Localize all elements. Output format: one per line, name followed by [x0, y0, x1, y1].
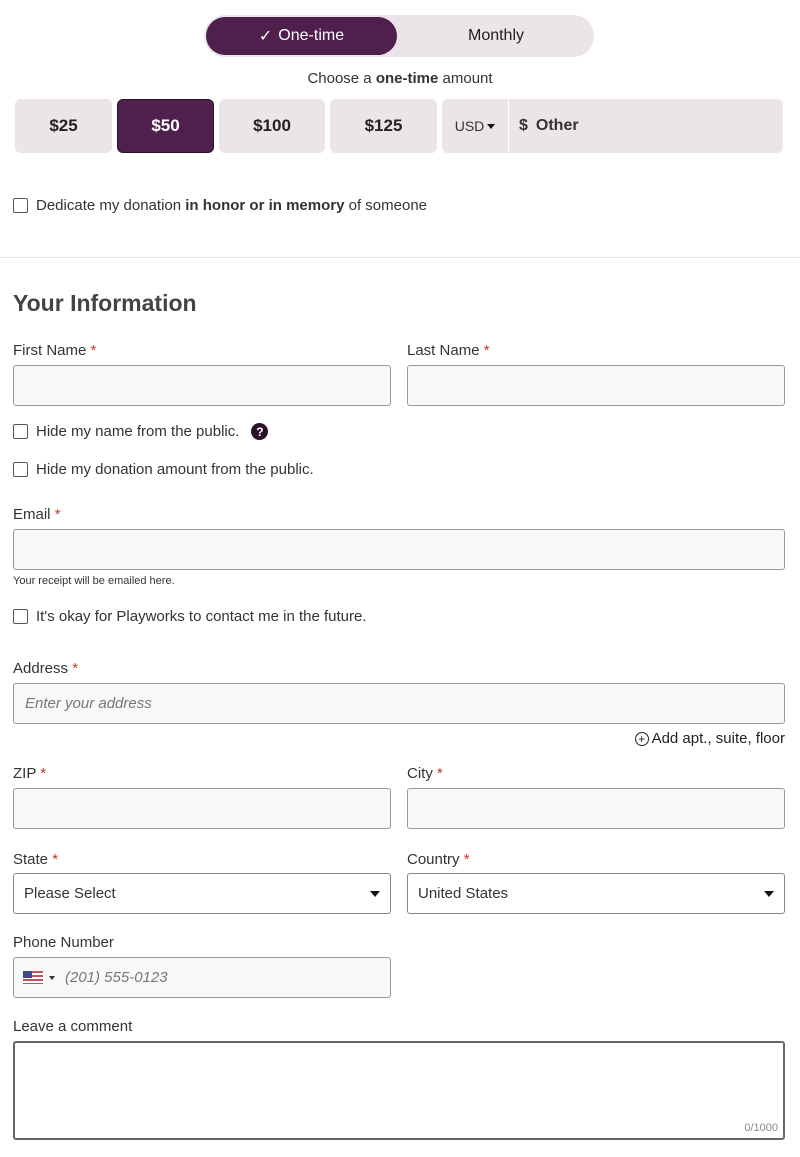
comment-char-count: 0/1000 [744, 1122, 778, 1134]
add-apt-link[interactable] [635, 730, 785, 747]
other-placeholder: Other [535, 117, 579, 134]
state-label [13, 851, 58, 868]
other-amount-group [442, 99, 783, 153]
caret-down-icon [764, 891, 774, 897]
first-name-text: First Name [13, 342, 87, 359]
hide-name-row[interactable] [13, 423, 268, 440]
dedicate-pre: Dedicate my donation [36, 197, 186, 214]
caret-down-icon[interactable] [49, 976, 55, 980]
monthly-tab[interactable]: Monthly [467, 27, 525, 44]
required-mark: * [437, 765, 443, 782]
state-select[interactable] [13, 873, 391, 914]
state-text: State [13, 851, 49, 868]
required-mark: * [54, 506, 61, 523]
amount-125-button[interactable]: $125 [330, 99, 437, 153]
hide-amount-label: Hide my donation amount from the public. [36, 461, 314, 478]
address-label [13, 660, 78, 677]
address-input[interactable] [13, 683, 785, 724]
required-mark: * [463, 851, 470, 868]
contact-label: It's okay for Playworks to contact me in the future. [36, 608, 367, 625]
one-time-tab[interactable] [206, 17, 397, 55]
zip-input[interactable] [13, 788, 391, 829]
plus-circle-icon: + [635, 732, 649, 746]
phone-label: Phone Number [13, 934, 114, 951]
country-select[interactable] [407, 873, 785, 914]
other-amount-input[interactable] [509, 117, 783, 135]
choose-amount-heading [0, 70, 800, 87]
zip-text: ZIP [13, 765, 37, 782]
last-name-text: Last Name [407, 342, 480, 359]
city-label [407, 765, 443, 782]
phone-input[interactable] [13, 957, 391, 998]
currency-label: USD [454, 118, 485, 134]
check-icon: ✓ [258, 28, 273, 45]
state-value: Please Select [24, 885, 116, 902]
city-input[interactable] [407, 788, 785, 829]
email-label [13, 506, 61, 523]
comment-label: Leave a comment [13, 1018, 133, 1035]
dedicate-post: of someone [344, 197, 428, 214]
phone-placeholder: (201) 555-0123 [65, 969, 168, 986]
email-input[interactable] [13, 529, 785, 570]
address-placeholder: Enter your address [25, 695, 152, 712]
required-mark: * [40, 765, 47, 782]
section-title: Your Information [13, 290, 197, 316]
required-mark: * [52, 851, 59, 868]
city-text: City [407, 765, 433, 782]
dedicate-checkbox[interactable] [13, 198, 28, 213]
hide-amount-checkbox[interactable] [13, 462, 28, 477]
choose-bold: one-time [375, 70, 439, 87]
dedicate-label [36, 197, 427, 214]
country-label [407, 851, 470, 868]
us-flag-icon[interactable] [23, 971, 43, 984]
required-mark: * [90, 342, 97, 359]
caret-down-icon [370, 891, 380, 897]
choose-post: amount [438, 70, 493, 87]
help-icon[interactable]: ? [251, 423, 268, 440]
required-mark: * [72, 660, 79, 677]
last-name-input[interactable] [407, 365, 785, 406]
caret-down-icon [487, 124, 495, 129]
amount-100-button[interactable]: $100 [219, 99, 325, 153]
country-text: Country [407, 851, 460, 868]
dedicate-checkbox-row[interactable] [13, 197, 427, 214]
first-name-label [13, 342, 96, 359]
address-text: Address [13, 660, 69, 677]
currency-select[interactable] [442, 99, 509, 153]
hide-amount-row[interactable] [13, 461, 314, 478]
divider [0, 257, 800, 258]
last-name-label [407, 342, 490, 359]
required-mark: * [483, 342, 490, 359]
comment-textarea[interactable] [13, 1041, 785, 1140]
dollar-icon: $ [519, 117, 528, 134]
one-time-label: One-time [278, 27, 345, 44]
contact-checkbox[interactable] [13, 609, 28, 624]
country-value: United States [418, 885, 509, 902]
amount-50-button[interactable]: $50 [117, 99, 214, 153]
email-text: Email [13, 506, 51, 523]
hide-name-checkbox[interactable] [13, 424, 28, 439]
zip-label [13, 765, 46, 782]
email-help-text: Your receipt will be emailed here. [13, 575, 175, 587]
amount-25-button[interactable]: $25 [15, 99, 112, 153]
choose-pre: Choose a [307, 70, 376, 87]
hide-name-label: Hide my name from the public. [36, 423, 240, 440]
dedicate-bold: in honor or in memory [185, 197, 345, 214]
add-apt-label: Add apt., suite, floor [651, 730, 785, 747]
contact-row[interactable] [13, 608, 367, 625]
first-name-input[interactable] [13, 365, 391, 406]
